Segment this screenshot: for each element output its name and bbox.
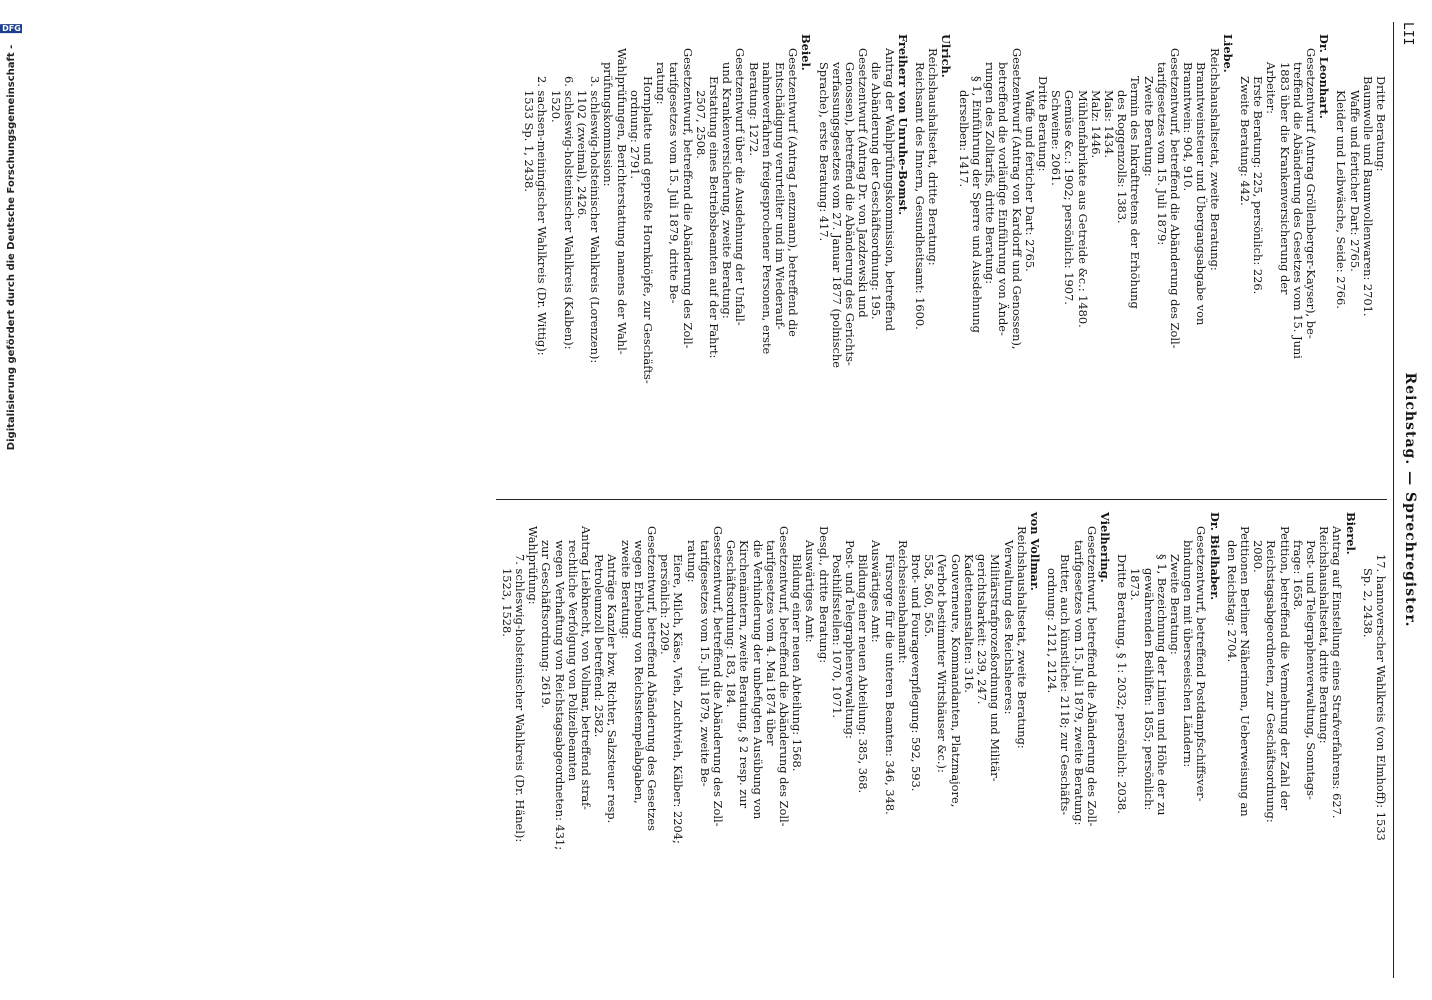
entry-line: Antrag der Wahlprüfungskommission, betreffend xyxy=(882,48,897,332)
entry-line: rechtliche Verfolgung von Polizeibeamten xyxy=(565,540,580,782)
entry-line: Gesetzentwurf, betreffend Abänderung des Gesetzes xyxy=(645,526,660,831)
entry-line: Arbeiter: xyxy=(1264,62,1279,114)
entry-line: Eiere, Milch, Käse, Vieh, Zuchtvieh, Kälber: 2204; xyxy=(671,554,686,844)
register-entry xyxy=(1238,34,1330,487)
register-entry xyxy=(1334,34,1387,487)
entry-line: tarifgesetzes vom 15. Juli 1879: xyxy=(1154,62,1169,246)
speaker-name: Liebe. xyxy=(1220,34,1235,73)
entry-line: 1523, 1528. xyxy=(499,568,514,637)
entry-line: Zweite Beratung: 442. xyxy=(1237,76,1252,206)
entry-line: Mais: 1434. xyxy=(1101,90,1116,159)
entry-line: Reichshaushaltsetat, zweite Beratung: xyxy=(1207,48,1222,271)
digitization-credit-strip xyxy=(0,0,22,1000)
page-title: Reichstag. — Sprechregister. xyxy=(1402,372,1418,628)
entry-line: Branntweinsteuer und Übergangsabgabe von xyxy=(1194,62,1209,326)
entry-line: nahmeverfahren freigesprochener Personen, erste xyxy=(759,62,774,355)
entry-line: 2080. xyxy=(1251,540,1266,573)
entry-line: Baumwolle und Baumwollenwaren: 2701. xyxy=(1360,76,1375,317)
entry-line: Dritte Beratung, § 1: 2032; persönlich: 2038. xyxy=(1115,554,1130,814)
entry-line: ratung: xyxy=(654,62,669,105)
entry-line: 17. hannoverscher Wahlkreis (von Elmhoff): 1533 xyxy=(1374,554,1388,841)
entry-line: Reichshaushaltsetat, dritte Beratung: xyxy=(1317,526,1332,744)
entry-line: bindungen mit überseeischen Ländern: xyxy=(1181,540,1196,768)
entry-line: Gesetzentwurf (Antrag Lenzmann), betreffend die xyxy=(786,48,801,337)
entry-line: Reichseisenbahnamt: xyxy=(895,540,910,664)
register-entry xyxy=(816,34,908,487)
entry-line: frage: 1658. xyxy=(1290,540,1305,611)
entry-line: wegen Verhaftung von Reichstagsabgeordneten: 431; xyxy=(552,540,567,851)
register-entry xyxy=(1045,512,1111,966)
entry-line: Entschädigung verurteilter und im Wiederauf- xyxy=(773,62,788,330)
entry-line: die Abänderung der Geschäftsordnung: 195. xyxy=(869,62,884,320)
entry-line: prüfungskommission: xyxy=(601,62,616,187)
entry-line: wegen Erhebung von Reichsstempelabgaben, xyxy=(631,540,646,804)
entry-line: Antrag Liebknecht, von Vollmar, betreffend straf- xyxy=(579,526,594,810)
credit-text: Digitalisierung gefördert durch die Deutsche Forschungsgemeinschaft - xyxy=(5,44,17,451)
entry-line: Waffe und ferticher Dart: 2765. xyxy=(1347,90,1362,272)
entry-line: Beratung: 1272. xyxy=(746,62,761,156)
entry-line: den Reichstag: 2704. xyxy=(1224,540,1239,663)
speaker-name: Freiherr von Unruhe-Bomst. xyxy=(895,34,910,216)
entry-line: Termin des Inkrafttretens der Erhöhung xyxy=(1128,76,1143,309)
entry-line: Petition, betreffend die Vermehrung der Zahl der xyxy=(1277,526,1292,811)
entry-line: 558, 560, 565. xyxy=(922,554,937,638)
entry-line: Auswärtiges Amt: xyxy=(803,540,818,643)
entry-line: die Verhinderung der unbefugten Ausübung von xyxy=(750,540,765,820)
entry-line: 1533 Sp. 1, 2438. xyxy=(522,90,537,193)
entry-line: Gesetzentwurf, betreffend die Abänderung des Zoll- xyxy=(1084,526,1099,827)
dfg-logo: DFG xyxy=(0,24,22,33)
entry-line: Gesetzentwurf über die Ausdehnung der Unfall- xyxy=(733,48,748,326)
entry-line: ordnung: 2791. xyxy=(627,90,642,179)
entry-line: Sp. 2, 2438. xyxy=(1360,568,1375,638)
entry-line: Gesetzentwurf, betreffend die Abänderung des Zoll- xyxy=(777,526,792,827)
entry-line: tarifgesetzes vom 15. Juli 1879, zweite Be- xyxy=(697,540,712,787)
right-column xyxy=(496,500,1387,978)
entry-line: verfassungsgesetzes vom 27. Januar 1877 (polnische xyxy=(829,62,844,368)
register-entry xyxy=(1361,512,1387,966)
entry-line: Auswärtiges Amt: xyxy=(869,540,884,643)
entry-line: Gemüse &c.: 1902; persönlich: 1907. xyxy=(1062,90,1077,305)
entry-line: Waffe und ferticher Dart: 2765. xyxy=(1022,90,1037,272)
entry-line: 2507, 2508. xyxy=(693,90,708,159)
speaker-name: Bierel. xyxy=(1343,512,1358,555)
register-entry xyxy=(1225,512,1357,966)
page-number: LII xyxy=(1400,22,1415,46)
speaker-name: Vielhering. xyxy=(1097,512,1112,583)
entry-line: zur Geschäftsordnung: 2619. xyxy=(539,540,554,709)
entry-line: ordnung: 2121, 2124. xyxy=(1045,568,1060,694)
entry-line: Militärstrafprozeßordnung und Militär- xyxy=(988,554,1003,782)
entry-line: Sprache), erste Beratung: 417. xyxy=(816,62,831,242)
entry-line: 6. schleswig-holsteinischer Wahlkreis (Kalben): xyxy=(561,76,576,350)
entry-line: (Verbot bestimmter Wirtshäuser &c.): xyxy=(935,554,950,773)
running-header xyxy=(1393,22,1418,978)
entry-line: Verwaltung des Reichsheeres: xyxy=(1001,540,1016,715)
entry-line: 1873. xyxy=(1128,568,1143,601)
entry-line: tarifgesetzes vom 4. Mai 1874 über xyxy=(763,540,778,746)
entry-line: Reichshaushaltsetat, dritte Beratung: xyxy=(926,48,941,266)
register-entry xyxy=(522,34,812,487)
entry-line: Gesetzentwurf, betreffend die Abänderung des Zoll- xyxy=(711,526,726,827)
speaker-name: Dr. Leonhart. xyxy=(1317,34,1332,119)
register-entry xyxy=(957,34,1234,487)
entry-line: derselben: 1417. xyxy=(956,90,971,188)
entry-line: Hornplatte und gepreßte Hornknöpfe, zur Geschäfts- xyxy=(641,76,656,384)
entry-line: Kadettenanstalten: 316. xyxy=(961,554,976,694)
entry-line: Schweine: 2061. xyxy=(1049,90,1064,186)
entry-line: persönlich: 2209. xyxy=(658,554,673,655)
entry-line: 3. schleswig-holsteinischer Wahlkreis (Lorenzen): xyxy=(588,76,603,364)
entry-line: Erstattung eines Betriebsbeamten auf der Fahrt: xyxy=(707,76,722,359)
entry-line: Bildung einer neuen Abteilung: 385, 368. xyxy=(856,554,871,794)
entry-line: Petroleumzoll betreffend: 2582. xyxy=(592,554,607,738)
entry-line: Brot- und Fourageverpflegung: 592, 593. xyxy=(909,554,924,792)
entry-line: Dritte Beratung: xyxy=(1374,76,1388,172)
entry-line: Dritte Beratung: xyxy=(1035,76,1050,172)
entry-line: Bildung einer neuen Abteilung: 1568. xyxy=(790,554,805,772)
entry-line: Geschäftsordnung: 183, 184. xyxy=(724,540,739,708)
entry-line: tarifgesetzes vom 15. Juli 1879, zweite Beratung: xyxy=(1071,540,1086,826)
entry-line: Genossen), betreffend die Abänderung des Gerichts- xyxy=(843,62,858,366)
entry-line: Petitionen Berliner Näherinnen, Ueberweisung an xyxy=(1237,526,1252,817)
entry-line: Erste Beratung: 225, persönlich: 226. xyxy=(1251,76,1266,295)
entry-line: Post- und Telegraphenverwaltung, Sonntags- xyxy=(1303,540,1318,800)
entry-line: Branntwein: 904, 910. xyxy=(1181,62,1196,192)
entry-line: gewährenden Beihilfen: 1855; persönlich: xyxy=(1141,568,1156,811)
entry-line: Malz: 1446. xyxy=(1088,90,1103,159)
entry-line: Fürsorge für die unteren Beamten: 346, 348. xyxy=(882,554,897,815)
entry-line: Reichshaushaltsetat, zweite Beratung: xyxy=(1014,526,1029,749)
digitization-credit xyxy=(0,0,22,1000)
scanned-page-viewport xyxy=(100,0,1432,1000)
entry-line: betreffend die vorläufige Einführung von Ände- xyxy=(996,62,1011,336)
entry-line: Gesetzentwurf (Antrag Gröllenberger-Kayser), be- xyxy=(1303,48,1318,339)
entry-line: Gesetzentwurf, betreffend die Abänderung des Zoll- xyxy=(680,48,695,349)
entry-line: Posthilfsstellen: 1070, 1071. xyxy=(829,554,844,718)
entry-line: Desgl., dritte Beratung: xyxy=(816,526,831,664)
entry-line: 1520. xyxy=(548,90,563,123)
speaker-name: Beiel. xyxy=(799,34,814,71)
entry-line: Anträge Kanzler bzw. Richter, Salzsteuer resp. xyxy=(605,554,620,824)
entry-line: Butter, auch künstliche: 2118; zur Geschäfts- xyxy=(1058,554,1073,816)
entry-line: 2. sachsen-meiningischer Wahlkreis (Dr. Wittig): xyxy=(535,76,550,356)
two-column-body xyxy=(496,22,1393,978)
entry-line: Antrag auf Einstellung eines Strafverfahrens: 627. xyxy=(1330,526,1345,819)
entry-line: 1102 (zweimal), 2426. xyxy=(575,90,590,219)
entry-line: Gouverneure, Kommandanten, Platzmajore, xyxy=(948,554,963,808)
entry-line: Post- und Telegraphenverwaltung: xyxy=(843,540,858,739)
entry-line: Reichstagsabgeordneten, zur Geschäftsordnung: xyxy=(1264,540,1279,823)
entry-line: Reichsamt des Innern, Gesundheitsamt: 1600. xyxy=(913,62,928,330)
entry-line: ratung: xyxy=(684,540,699,583)
entry-line: des Roggenzolls: 1383. xyxy=(1115,90,1130,224)
entry-line: § 1, Bezeichnung der Linien und Höhe der zu xyxy=(1154,554,1169,816)
entry-line: Zweite Beratung: xyxy=(1167,554,1182,655)
entry-line: und Krankenversicherung, zweite Beratung: xyxy=(720,62,735,319)
entry-line: 7. schleswig-holsteinischer Wahlkreis (Dr. Hänel): xyxy=(513,554,527,843)
entry-line: Zweite Beratung: xyxy=(1141,76,1156,177)
entry-line: Mühlenfabrikate aus Getreide &c.: 1480. xyxy=(1075,90,1090,328)
entry-line: Wahlprüfung: xyxy=(526,526,541,605)
speaker-name: Ulrich. xyxy=(939,34,954,78)
entry-line: gerichtsbarkeit: 239, 247. xyxy=(975,554,990,705)
entry-line: Wahlprüfungen, Berichterstattung namens der Wahl- xyxy=(614,48,629,355)
entry-line: treffend die Abänderung des Gesetzes vom 15. Juni xyxy=(1290,62,1305,359)
register-entry xyxy=(500,512,1041,966)
entry-line: Gesetzentwurf, betreffend Postdampfschiffsver- xyxy=(1194,526,1209,802)
entry-line: 1883 über die Krankenversicherung der xyxy=(1277,62,1292,295)
register-entry xyxy=(1115,512,1221,966)
entry-line: Gesetzentwurf (Antrag von Kardorff und Genossen), xyxy=(1009,48,1024,350)
entry-line: § 1, Einführung der Sperre und Ausdehnung xyxy=(969,76,984,333)
entry-line: Gesetzentwurf, betreffend die Abänderung des Zoll- xyxy=(1167,48,1182,349)
speaker-name: Dr. Bielhaber. xyxy=(1207,512,1222,601)
left-column xyxy=(496,22,1387,500)
entry-line: zweite Beratung: xyxy=(618,540,633,639)
entry-line: rungen des Zolltarifs, dritte Beratung: xyxy=(983,62,998,285)
speaker-name: von Vollmar. xyxy=(1027,512,1042,591)
register-page xyxy=(100,0,1432,1000)
entry-line: Kirchenämtern, zweite Beratung, § 2 resp. zur xyxy=(737,540,752,809)
register-entry xyxy=(913,34,953,487)
entry-line: Kleider und Leibwäsche, Seide: 2766. xyxy=(1334,90,1349,309)
entry-line: tarifgesetzes vom 15. Juli 1879, dritte Be- xyxy=(667,62,682,304)
entry-line: Gesetzentwurf (Antrag Dr. von Jazdzewski und xyxy=(856,48,871,318)
